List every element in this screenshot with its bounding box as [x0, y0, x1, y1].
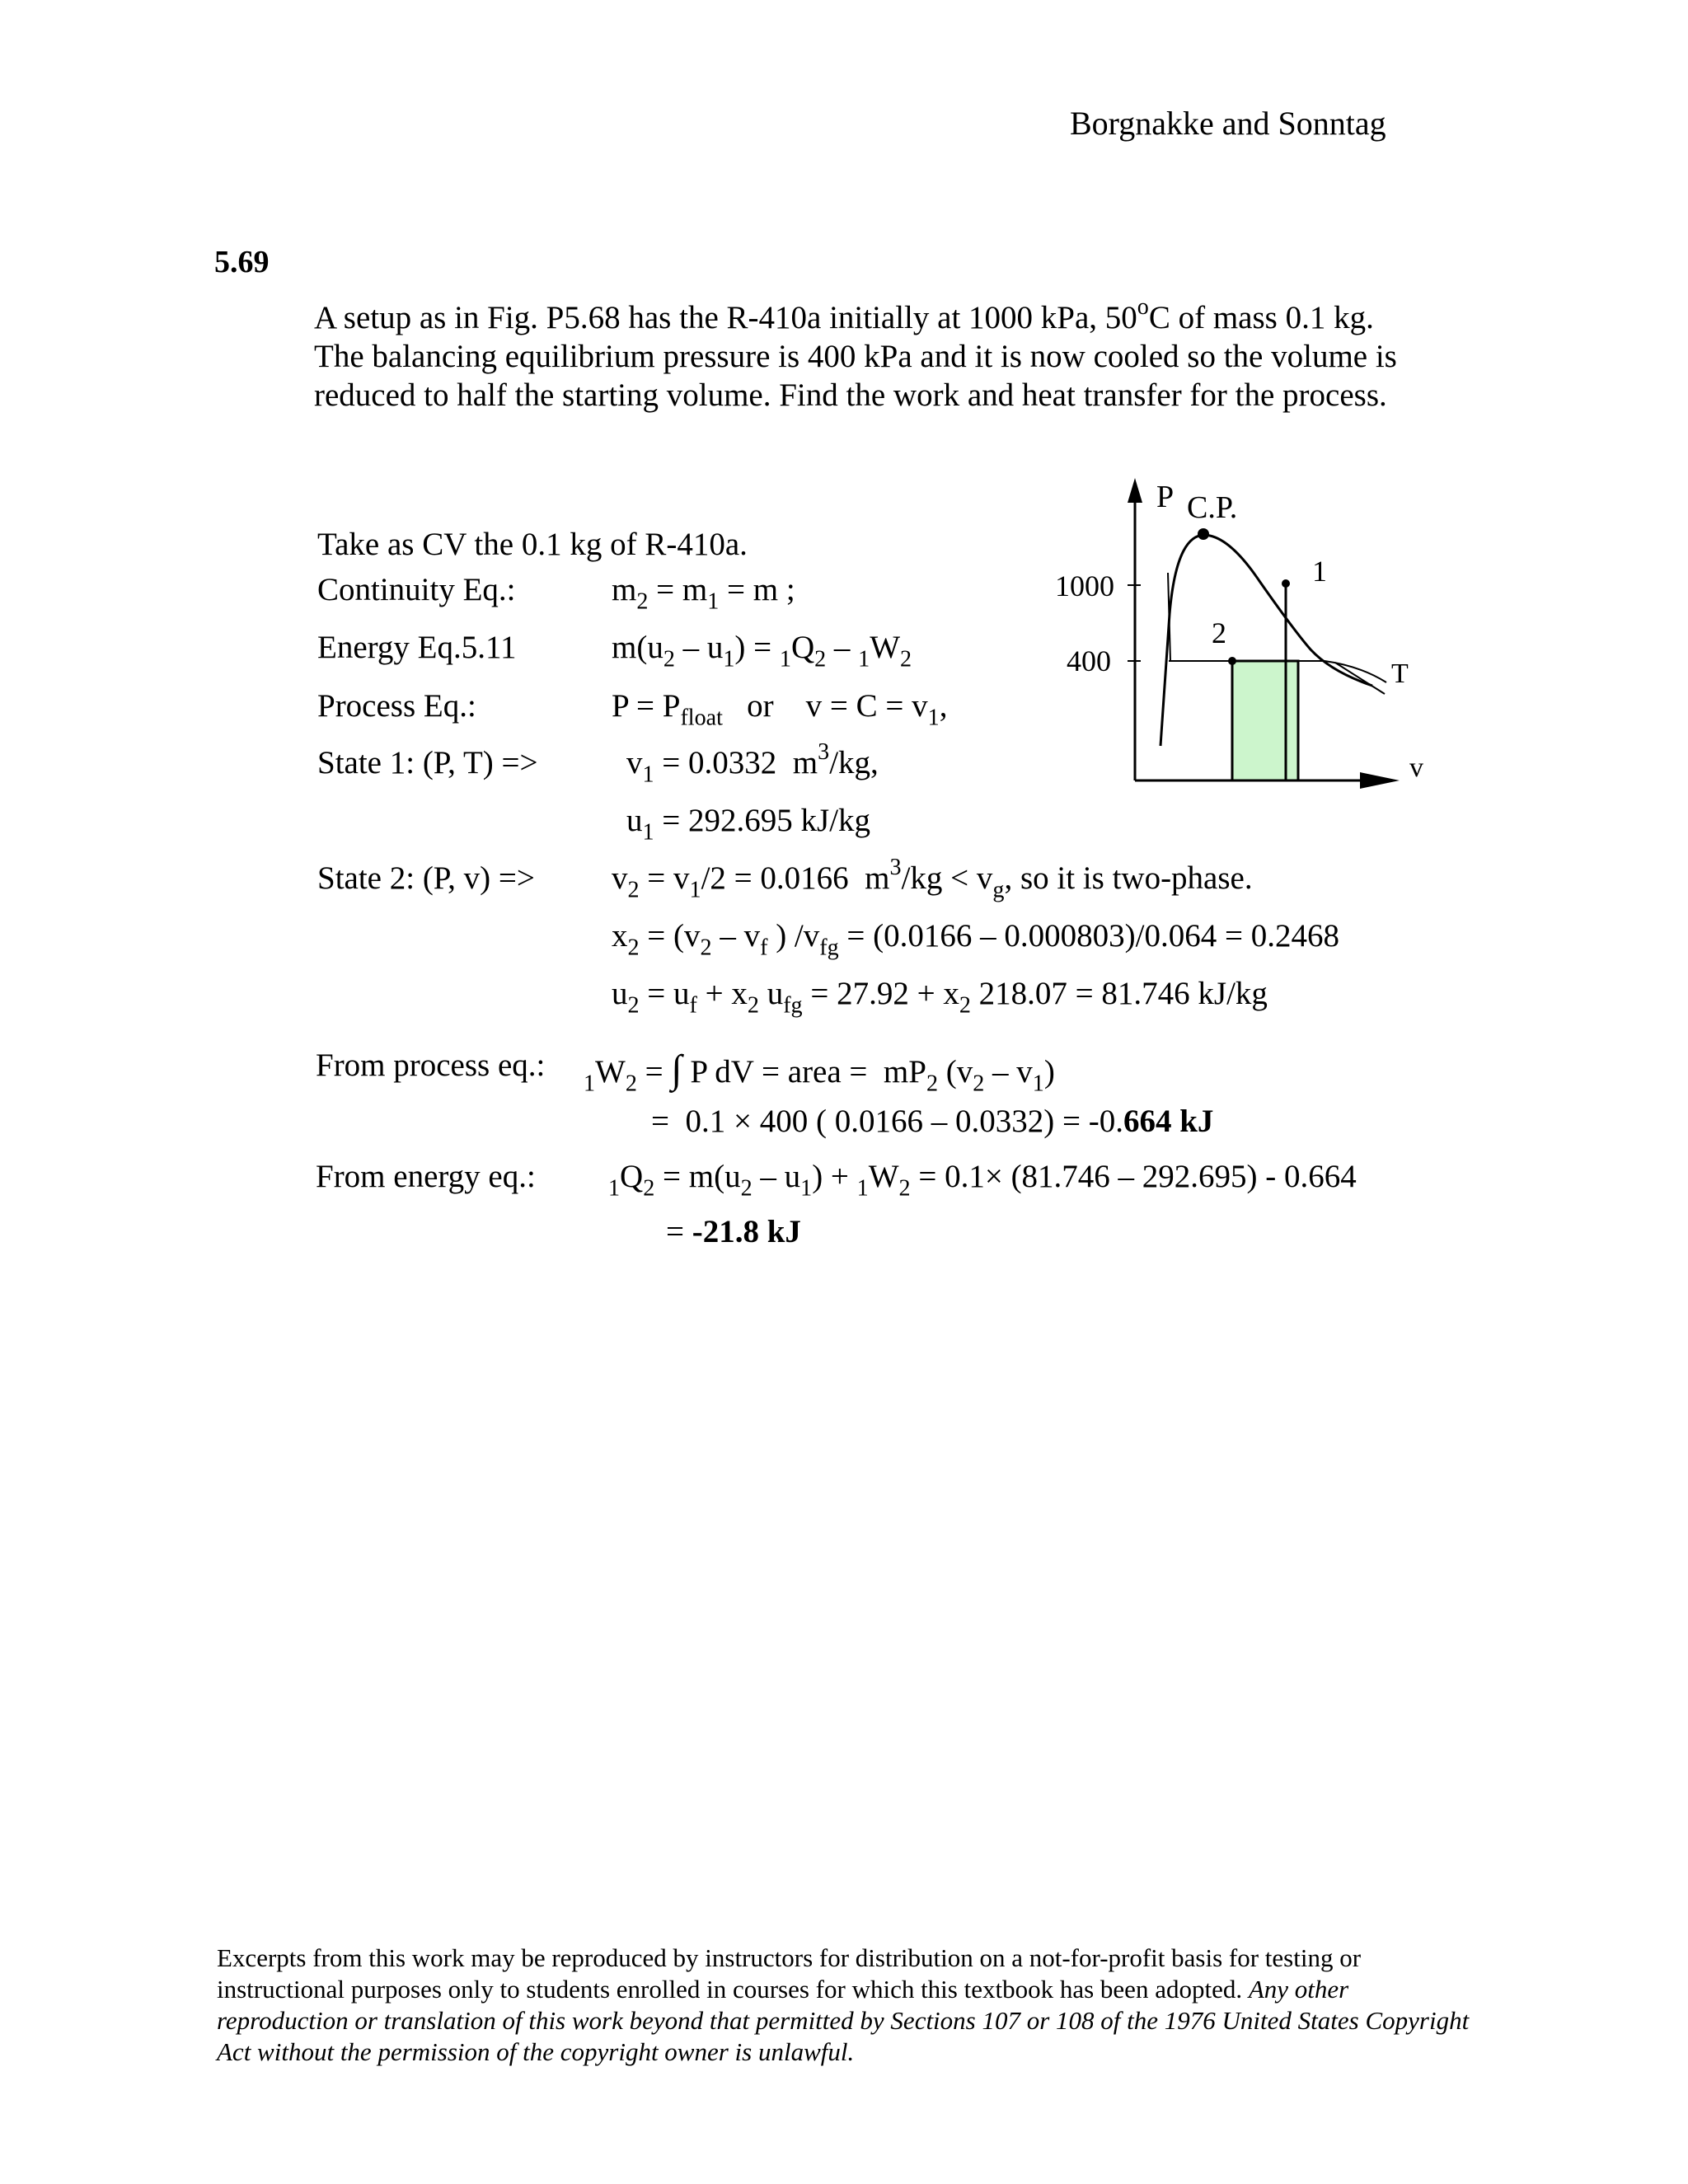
process-equation: $P = P_{float}$ or $v = C = v_1$,	[612, 688, 948, 731]
energy-equation: $m(u_2 - u_1) = _1Q_2 - _1W_2$	[612, 630, 912, 673]
v-axis-label: v	[1409, 752, 1423, 783]
state1-point	[1282, 579, 1290, 588]
cv-text: Take as CV the 0.1 kg of R-410a.	[317, 527, 748, 562]
state2-label: 2	[1212, 616, 1226, 649]
p-axis-arrow-icon	[1128, 478, 1142, 503]
page-header: Borgnakke and Sonntag	[1070, 105, 1386, 142]
problem-statement	[314, 294, 1397, 415]
work-calculation: = 0.1 × 400 ( 0.0166 – 0.0332) = -0.664 kJ	[651, 1104, 1214, 1139]
statement-line-2: The balancing equilibrium pressure is 400 kPa and it is now cooled so the volume is	[314, 339, 1397, 374]
problem-number: 5.69	[214, 245, 270, 279]
v-axis-arrow-icon	[1360, 772, 1400, 789]
t-label: T	[1391, 658, 1409, 689]
work-area	[1232, 661, 1298, 780]
from-process-label: From process eq.:	[316, 1047, 546, 1083]
continuity-label: Continuity Eq.:	[317, 572, 516, 607]
copyright-footer: Excerpts from this work may be reproduced by instructors for distribution on a not-for-profit basis for testing or instructional purposes only to students enrolled in courses for which this textbook has been adopted. Any other reproduction or translation of this work beyond that permitted by Sections 107 or 108 of the 1976 United States Copyright Act without the permission of the copyright owner is unlawful.	[217, 1943, 1470, 2066]
state2-x2: $x_2 = (v_2 - v_f$ ) $/v_{fg} = (0.0166 - 0.000803)/0.064 = 0.2468$	[612, 918, 1339, 961]
state1-u1: $u_1 = 292.695$ kJ/kg	[626, 803, 871, 846]
cp-label: C.P.	[1187, 490, 1238, 525]
statement-line-3: reduced to half the starting volume. Find the work and heat transfer for the process.	[314, 377, 1387, 413]
tick-400-label: 400	[1067, 644, 1111, 677]
p-axis-label: P	[1156, 480, 1175, 514]
critical-point	[1198, 528, 1209, 540]
state1-label: 1	[1312, 555, 1327, 588]
heat-result: = -21.8 kJ	[666, 1214, 801, 1249]
heat-equation: $_1Q_2 = m(u_2 - u_1) + _1W_2 = 0.1\times (81.746 - 292.695) - 0.664$	[608, 1159, 1357, 1202]
state2-u2: $u_2 = u_f + x_2$ $u_{fg} = 27.92 + x_2$ 218.07 = 81.746 kJ/kg	[612, 976, 1268, 1019]
process-label: Process Eq.:	[317, 688, 476, 724]
isotherm-tail	[1335, 663, 1385, 694]
work-equation: $_1W_2$ = ∫ P dV = area = $mP_2$ $(v_2 - v_1)$	[584, 1047, 1055, 1097]
continuity-equation: $m_2 = m_1 = m$ ;	[612, 572, 795, 615]
from-energy-label: From energy eq.:	[316, 1159, 536, 1194]
state2-point	[1228, 657, 1236, 665]
energy-label: Energy Eq.5.11	[317, 630, 517, 665]
pv-diagram	[1047, 478, 1475, 799]
state2-label-text: State 2: (P, v) =>	[317, 860, 535, 896]
tick-1000-label: 1000	[1055, 569, 1114, 602]
state1-label-text: State 1: (P, T) =>	[317, 745, 538, 780]
state2-v2: $v_2 = v_1/2 = 0.0166$ $m^3/kg < v_g$, so it is two-phase.	[612, 855, 1253, 903]
statement-line-1: A setup as in Fig. P5.68 has the R-410a initially at 1000 kPa, 50$^o$C of mass 0.1 kg.	[314, 294, 1374, 335]
state1-v1: $v_1 = 0.0332$ $m^3/kg$,	[626, 739, 879, 788]
